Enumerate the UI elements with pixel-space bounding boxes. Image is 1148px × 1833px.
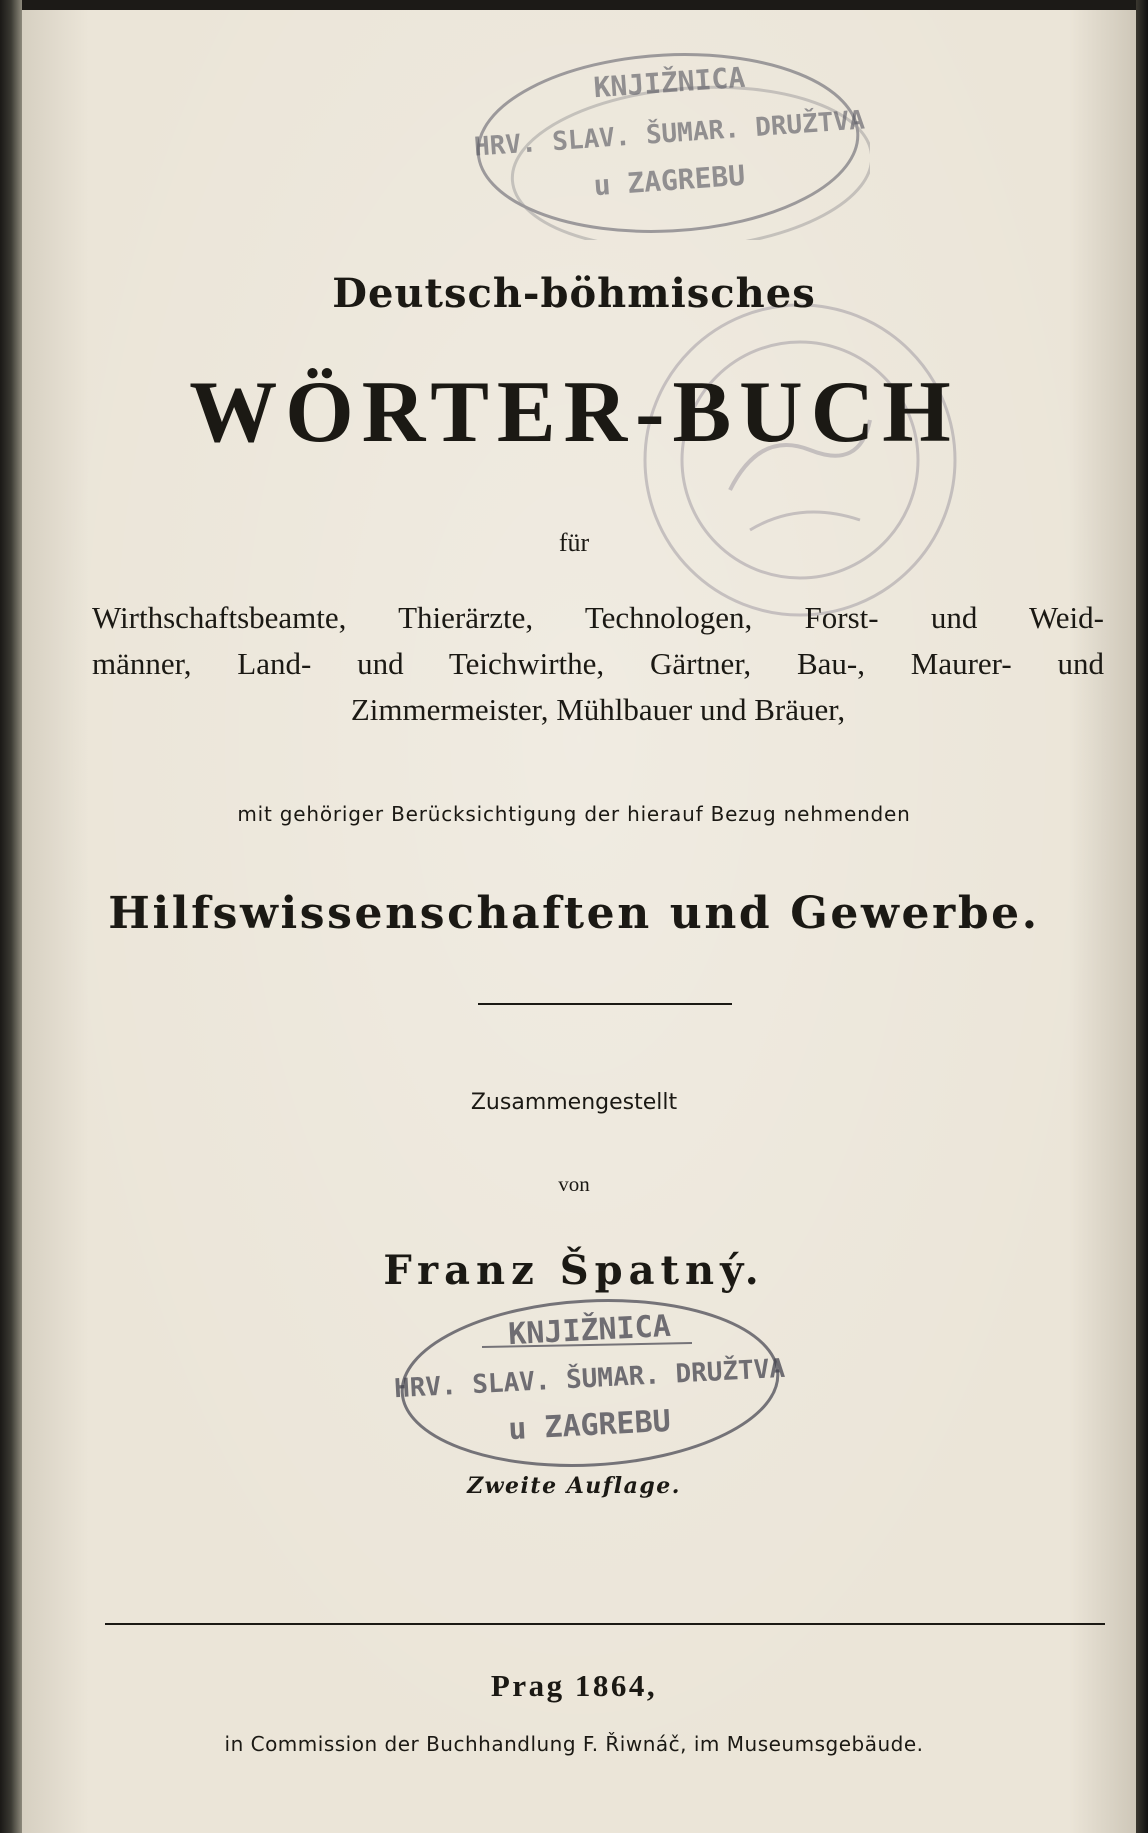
stamp-top-line3: u ZAGREBU <box>592 158 747 203</box>
by-label: von <box>558 1172 590 1196</box>
author-name: Franz Špatný. <box>383 1247 765 1294</box>
subjects-heading: Hilfswissenschaften und Gewerbe. <box>108 888 1040 939</box>
audience-line-2: männer, Land- und Teichwirthe, Gärtner, Bau-, Maurer- und <box>92 646 1104 681</box>
library-stamp-bottom <box>392 1285 788 1475</box>
divider-short <box>478 1003 732 1005</box>
stamp-bottom-line2: HRV. SLAV. ŠUMAR. DRUŽTVA <box>393 1353 786 1405</box>
audience-list <box>92 600 1104 738</box>
publisher-line: in Commission der Buchhandlung F. Řiwnáč, im Museumsgebäude. <box>224 1732 924 1756</box>
stamp-bottom-line1: KNJIŽNICA <box>507 1308 672 1353</box>
stamp-bottom-line3: u ZAGREBU <box>507 1403 672 1448</box>
audience-line-1: Wirthschaftsbeamte, Thierärzte, Technologen, Forst- und Weid- <box>92 600 1104 635</box>
edition-label: Zweite Auflage. <box>467 1473 681 1499</box>
consideration-line: mit gehöriger Berücksichtigung der hierauf Bezug nehmenden <box>237 802 911 826</box>
stamp-top-line2: HRV. SLAV. ŠUMAR. DRUŽTVA <box>473 105 866 163</box>
library-stamp-top <box>470 40 870 240</box>
compiled-label: Zusammengestellt <box>470 1090 678 1115</box>
stamp-top-line1: KNJIŽNICA <box>592 60 747 105</box>
preposition-fuer: für <box>558 528 590 557</box>
audience-line-3: Zimmermeister, Mühlbauer und Bräuer, <box>350 692 846 727</box>
divider-long <box>105 1623 1105 1625</box>
subtitle: Deutsch-böhmisches <box>332 270 816 317</box>
place-year: Prag 1864, <box>490 1668 658 1703</box>
book-title: WÖRTER-BUCH <box>189 364 959 461</box>
